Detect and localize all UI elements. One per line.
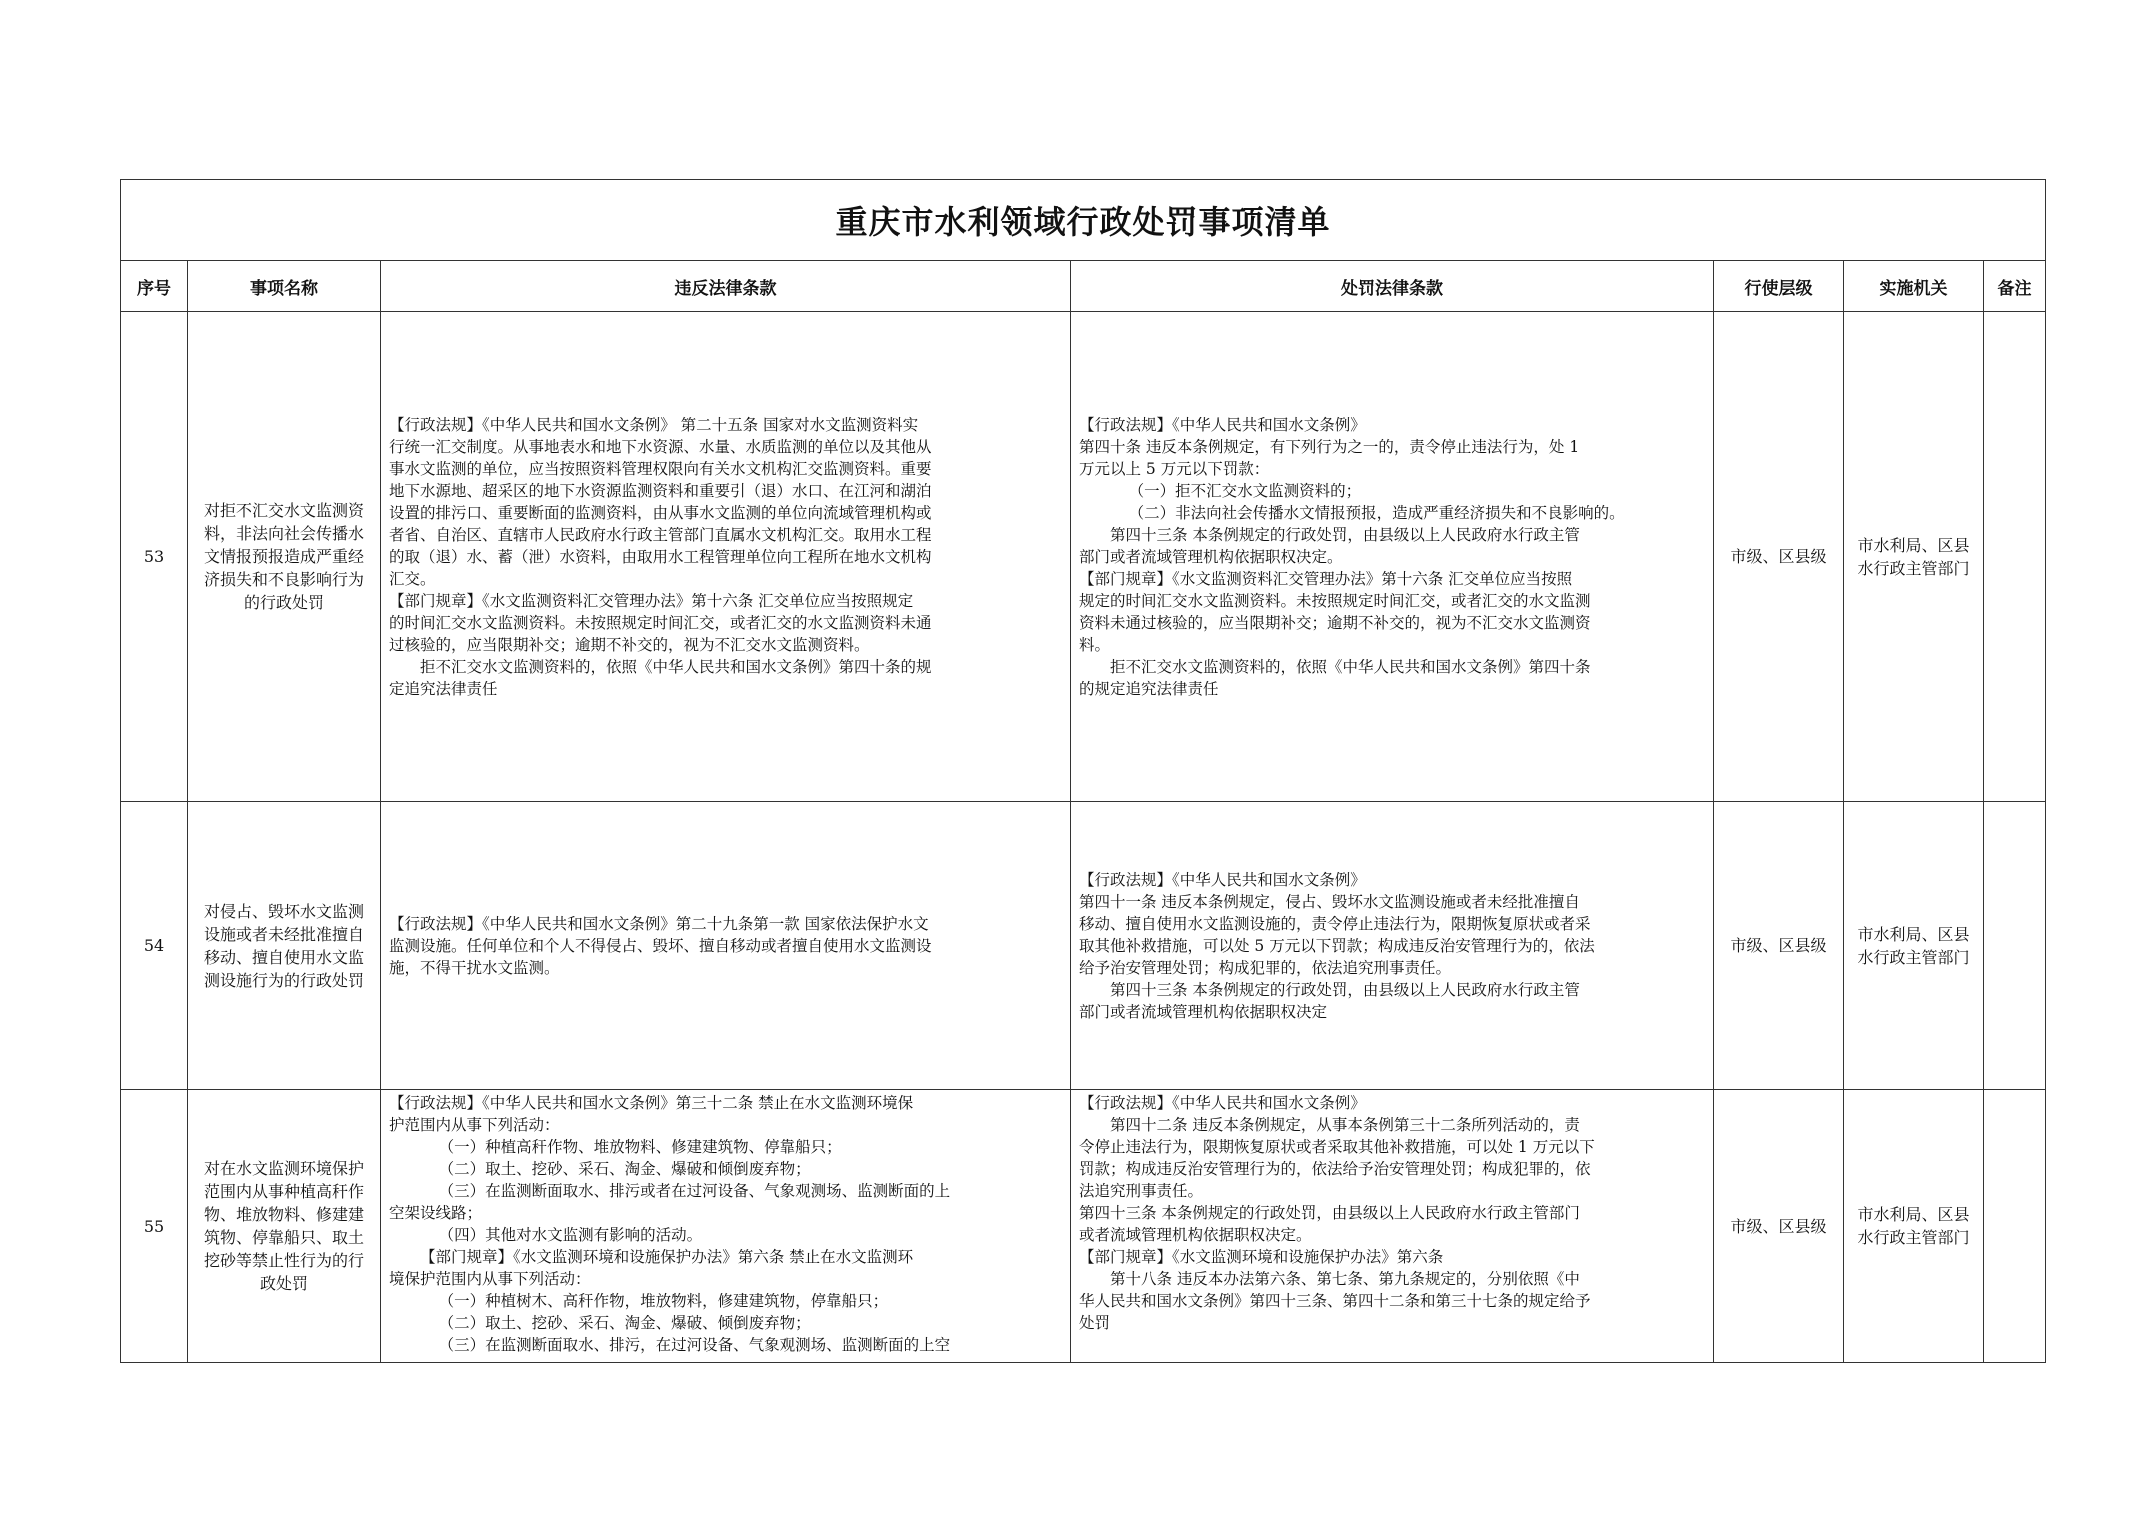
row-agency: 市水利局、区县水行政主管部门 [1844, 802, 1984, 1090]
row-item-name: 对侵占、毁坏水文监测设施或者未经批准擅自移动、擅自使用水文监测设施行为的行政处罚 [188, 802, 381, 1090]
row-remark [1984, 1090, 2046, 1363]
header-remark: 备注 [1984, 261, 2046, 312]
header-name: 事项名称 [188, 261, 381, 312]
row-seq: 54 [121, 802, 188, 1090]
row-agency: 市水利局、区县水行政主管部门 [1844, 312, 1984, 802]
header-penalty: 处罚法律条款 [1071, 261, 1714, 312]
row-violation-clause: 【行政法规】《中华人民共和国水文条例》 第二十五条 国家对水文监测资料实 行统一汇交制度。从事地表水和地下水资源、水量、水质监测的单位以及其他从 事水文监测的单位，应当按照资料管理权限向有关水文机构汇交监测资料。重要 地下水源地、超采区的地下水资源监测资料和重要引（退）水口、在江河和湖泊 设置的排污口、重要断面的监测资料，由从事水文监测的单位向流域管理机构或 者省、自治区、直辖市人民政府水行政主管部门直属水文机构汇交。取用水工程 的取（退）水、蓄（泄）水资料，由取用水工程管理单位向工程所在地水文机构 汇交。 【部门规章】《水文监测资料汇交管理办法》第十六条 汇交单位应当按照规定 的时间汇交水文监测资料。未按照规定时间汇交，或者汇交的水文监测资料未通 过核验的，应当限期补交；逾期不补交的，视为不汇交水文监测资料。 拒不汇交水文监测资料的，依照《中华人民共和国水文条例》第四十条的规 定追究法律责任 [381, 312, 1071, 802]
table-row [121, 1090, 2046, 1363]
penalty-list-table [120, 179, 2046, 1363]
row-penalty-clause: 【行政法规】《中华人民共和国水文条例》 第四十一条 违反本条例规定，侵占、毁坏水文监测设施或者未经批准擅自 移动、擅自使用水文监测设施的，责令停止违法行为，限期恢复原状或者采 取其他补救措施，可以处 5 万元以下罚款；构成违反治安管理行为的，依法 给予治安管理处罚；构成犯罪的，依法追究刑事责任。 第四十三条 本条例规定的行政处罚，由县级以上人民政府水行政主管 部门或者流域管理机构依据职权决定 [1071, 802, 1714, 1090]
row-item-name: 对拒不汇交水文监测资料，非法向社会传播水文情报预报造成严重经济损失和不良影响行为的行政处罚 [188, 312, 381, 802]
row-violation-clause: 【行政法规】《中华人民共和国水文条例》第二十九条第一款 国家依法保护水文 监测设施。任何单位和个人不得侵占、毁坏、擅自移动或者擅自使用水文监测设 施，不得干扰水文监测。 [381, 802, 1071, 1090]
table-row [121, 312, 2046, 802]
page-title: 重庆市水利领域行政处罚事项清单 [121, 180, 2046, 261]
row-seq: 53 [121, 312, 188, 802]
header-row [121, 261, 2046, 312]
row-penalty-clause: 【行政法规】《中华人民共和国水文条例》 第四十条 违反本条例规定，有下列行为之一的，责令停止违法行为，处 1 万元以上 5 万元以下罚款： （一）拒不汇交水文监测资料的； （二）非法向社会传播水文情报预报，造成严重经济损失和不良影响的。 第四十三条 本条例规定的行政处罚，由县级以上人民政府水行政主管 部门或者流域管理机构依据职权决定。 【部门规章】《水文监测资料汇交管理办法》第十六条 汇交单位应当按照 规定的时间汇交水文监测资料。未按照规定时间汇交，或者汇交的水文监测 资料未通过核验的，应当限期补交；逾期不补交的，视为不汇交水文监测资 料。 拒不汇交水文监测资料的，依照《中华人民共和国水文条例》第四十条 的规定追究法律责任 [1071, 312, 1714, 802]
row-violation-clause: 【行政法规】《中华人民共和国水文条例》第三十二条 禁止在水文监测环境保 护范围内从事下列活动： （一）种植高秆作物、堆放物料、修建建筑物、停靠船只； （二）取土、挖砂、采石、淘金、爆破和倾倒废弃物； （三）在监测断面取水、排污或者在过河设备、气象观测场、监测断面的上 空架设线路； （四）其他对水文监测有影响的活动。 【部门规章】《水文监测环境和设施保护办法》第六条 禁止在水文监测环 境保护范围内从事下列活动： （一）种植树木、高秆作物，堆放物料，修建建筑物，停靠船只； （二）取土、挖砂、采石、淘金、爆破、倾倒废弃物； （三）在监测断面取水、排污，在过河设备、气象观测场、监测断面的上空 [381, 1090, 1071, 1363]
row-remark [1984, 802, 2046, 1090]
row-level: 市级、区县级 [1714, 802, 1844, 1090]
header-violation: 违反法律条款 [381, 261, 1071, 312]
row-level: 市级、区县级 [1714, 312, 1844, 802]
row-remark [1984, 312, 2046, 802]
document-sheet [120, 179, 2045, 1360]
row-level: 市级、区县级 [1714, 1090, 1844, 1363]
header-level: 行使层级 [1714, 261, 1844, 312]
row-agency: 市水利局、区县水行政主管部门 [1844, 1090, 1984, 1363]
row-penalty-clause: 【行政法规】《中华人民共和国水文条例》 第四十二条 违反本条例规定，从事本条例第三十二条所列活动的，责 令停止违法行为，限期恢复原状或者采取其他补救措施，可以处 1 万元以下 罚款；构成违反治安管理行为的，依法给予治安管理处罚；构成犯罪的，依 法追究刑事责任。 第四十三条 本条例规定的行政处罚，由县级以上人民政府水行政主管部门 或者流域管理机构依据职权决定。 【部门规章】《水文监测环境和设施保护办法》第六条 第十八条 违反本办法第六条、第七条、第九条规定的，分别依照《中 华人民共和国水文条例》第四十三条、第四十二条和第三十七条的规定给予 处罚 [1071, 1090, 1714, 1363]
header-agency: 实施机关 [1844, 261, 1984, 312]
table-row [121, 802, 2046, 1090]
row-seq: 55 [121, 1090, 188, 1363]
header-seq: 序号 [121, 261, 188, 312]
row-item-name: 对在水文监测环境保护范围内从事种植高秆作物、堆放物料、修建建筑物、停靠船只、取土挖砂等禁止性行为的行政处罚 [188, 1090, 381, 1363]
